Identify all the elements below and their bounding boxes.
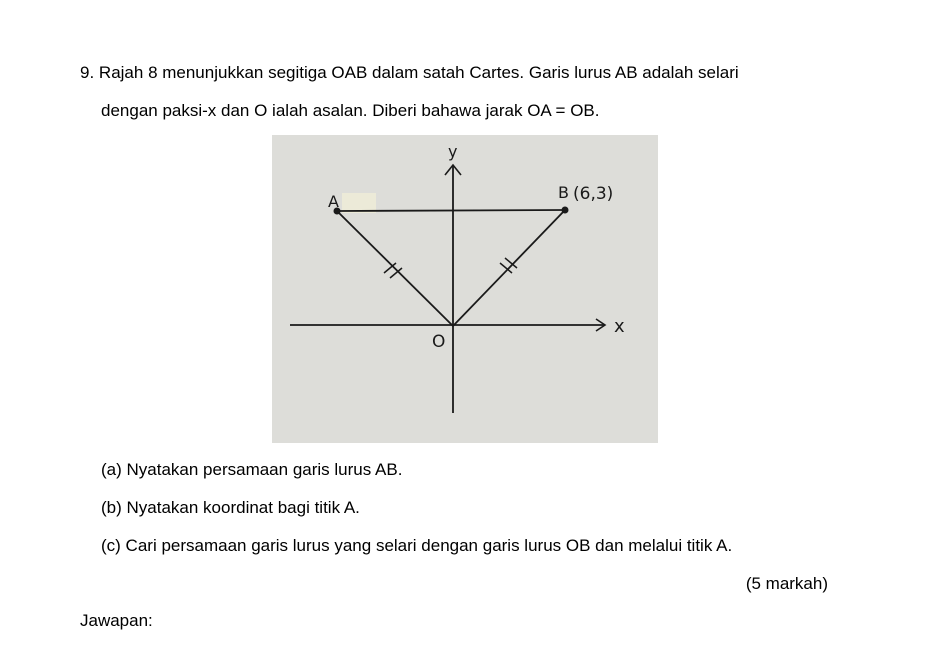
part-c-text: (c) Cari persamaan garis lurus yang selari dengan garis lurus OB dan melalui titik A. [101, 536, 733, 555]
line-oa [337, 211, 453, 326]
point-b-coordinates: (6,3) [573, 184, 614, 204]
answer-label: Jawapan: [80, 611, 153, 630]
line-ob [453, 210, 565, 326]
question-number: 9. [80, 63, 95, 82]
x-axis-label: x [614, 316, 625, 337]
part-b-text: (b) Nyatakan koordinat bagi titik A. [101, 498, 360, 517]
tick-marks-oa [384, 263, 402, 278]
point-b [562, 207, 569, 214]
line-ab [337, 210, 565, 211]
y-axis-label: y [448, 142, 458, 161]
marks-label: (5 markah) [745, 574, 828, 593]
question-text-2: dengan paksi-x dan O ialah asalan. Diberi bahawa jarak OA = OB. [101, 101, 600, 120]
point-a-label: A [328, 192, 339, 211]
cartesian-plane [272, 135, 658, 443]
origin-label: O [432, 332, 446, 352]
question-line-1 [80, 62, 739, 84]
tick-marks-ob [500, 258, 517, 273]
question-text-1: Rajah 8 menunjukkan segitiga OAB dalam satah Cartes. Garis lurus AB adalah selari [98, 63, 739, 82]
part-a-text: (a) Nyatakan persamaan garis lurus AB. [101, 460, 403, 479]
point-b-label: B [558, 183, 569, 202]
diagram-triangle-oab [272, 135, 658, 443]
